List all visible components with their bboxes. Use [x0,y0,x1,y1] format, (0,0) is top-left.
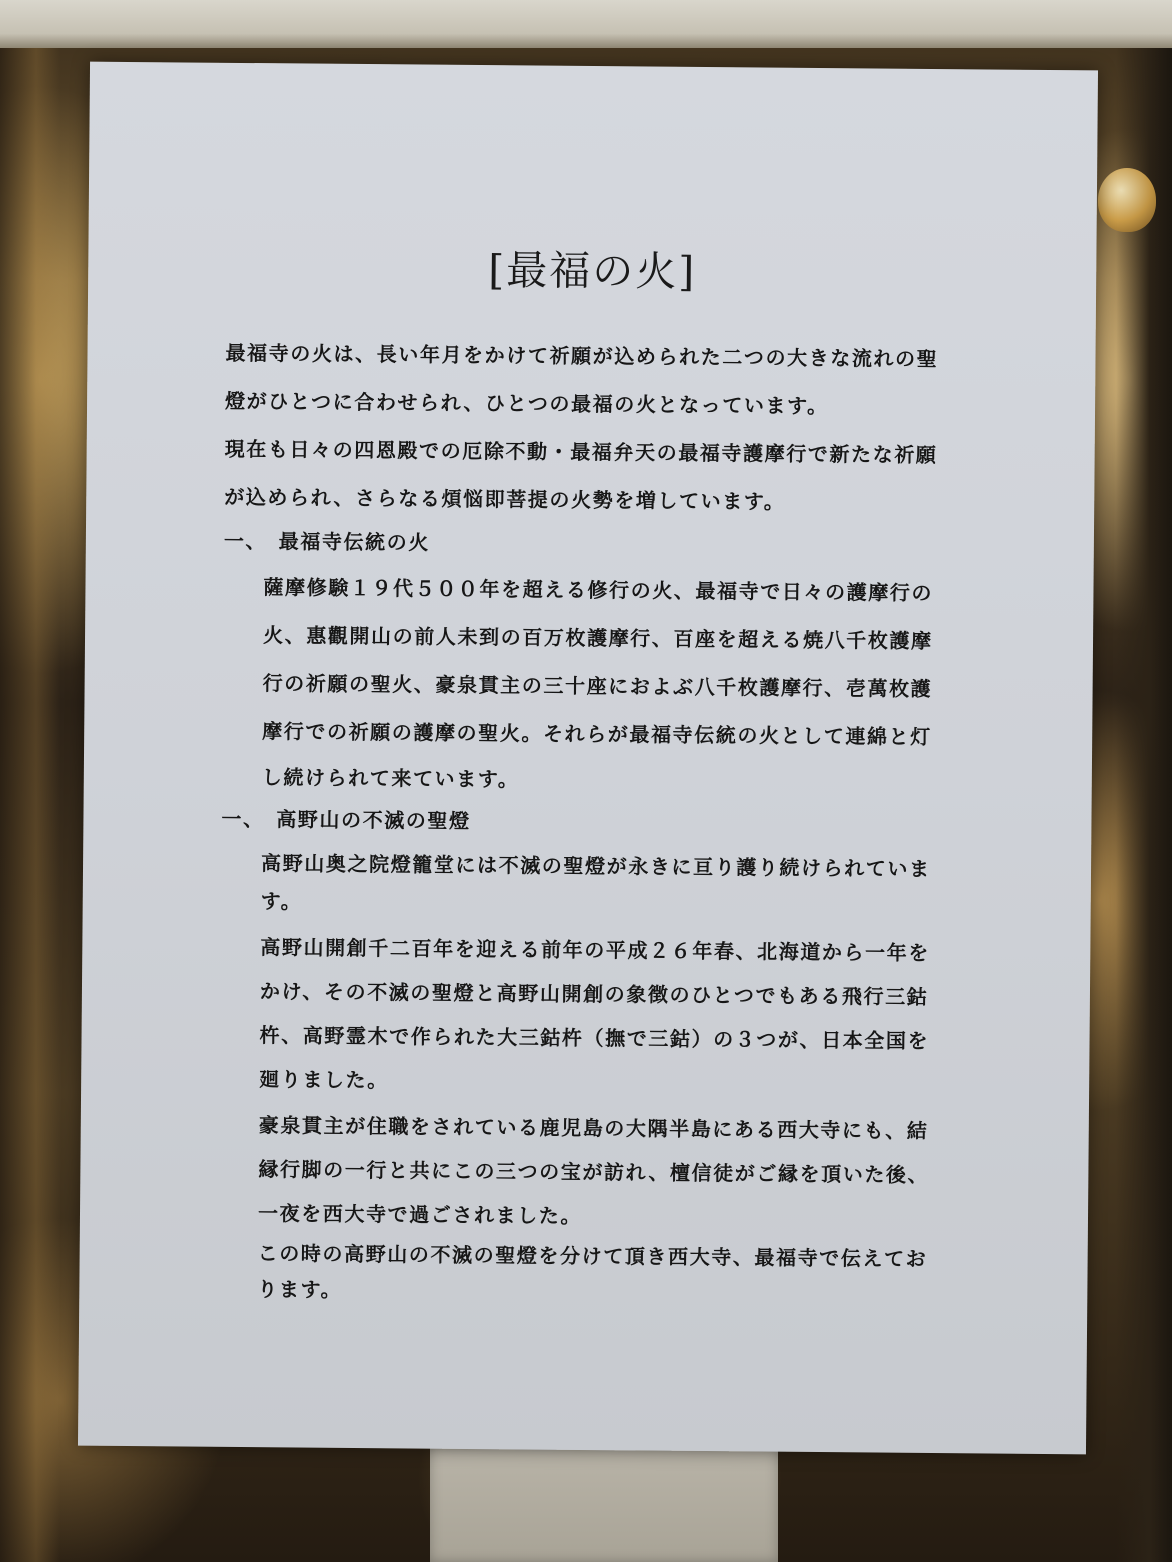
notice-line: ります。 [257,1277,343,1302]
notice-line: が込められ、さらなる煩悩即菩提の火勢を増しています。 [224,484,786,514]
notice-line: この時の高野山の不滅の聖燈を分けて頂き西大寺、最福寺で伝えてお [257,1241,928,1271]
notice-line: 高野山奥之院燈籠堂には不滅の聖燈が永きに亘り護り続けられていま [260,851,931,881]
bottom-tape [430,1444,778,1562]
notice-line: 廻りました。 [259,1067,389,1093]
notice-line: 一夜を西大寺で過ごされました。 [257,1201,583,1228]
notice-line: 最福寺の火は、長い年月をかけて祈願が込められた二つの大きな流れの聖 [225,340,939,372]
right-dark-post [1116,48,1172,1562]
top-tape-strip [0,0,1172,48]
notice-title: [最福の火] [488,246,697,296]
notice-line: 現在も日々の四恩殿での厄除不動・最福弁天の最福寺護摩行で新たな祈願 [224,436,938,468]
notice-line: 火、惠觀開山の前人未到の百万枚護摩行、百座を超える焼八千枚護摩 [262,623,933,654]
notice-line: かけ、その不滅の聖燈と高野山開創の象徴のひとつでもある飛行三鈷 [259,979,929,1009]
notice-line: し続けられて来ています。 [261,765,520,792]
section-heading: 一、 高野山の不滅の聖燈 [221,806,471,833]
notice-line: 薩摩修験１９代５００年を超える修行の火、最福寺で日々の護摩行の [263,575,934,606]
hanging-bell-ornament [1098,168,1156,232]
notice-line: 高野山開創千二百年を迎える前年の平成２６年春、北海道から一年を [260,935,931,965]
section-heading: 一、 最福寺伝統の火 [223,528,430,555]
notice-line: す。 [260,889,303,914]
notice-line: 燈がひとつに合わせられ、ひとつの最福の火となっています。 [224,388,829,419]
notice-line: 行の祈願の聖火、豪泉貫主の三十座におよぶ八千枚護摩行、壱萬枚護 [262,671,933,702]
notice-line: 縁行脚の一行と共にこの三つの宝が訪れ、檀信徒がご縁を頂いた後、 [258,1157,930,1187]
posted-notice [78,62,1098,1455]
notice-line: 摩行での祈願の護摩の聖火。それらが最福寺伝統の火として連綿と灯 [262,719,932,749]
notice-line: 杵、高野霊木で作られた大三鈷杵（撫で三鈷）の３つが、日本全国を [259,1023,930,1053]
left-gold-reflection [0,48,60,1562]
notice-line: 豪泉貫主が住職をされている鹿児島の大隅半島にある西大寺にも、結 [258,1113,929,1143]
